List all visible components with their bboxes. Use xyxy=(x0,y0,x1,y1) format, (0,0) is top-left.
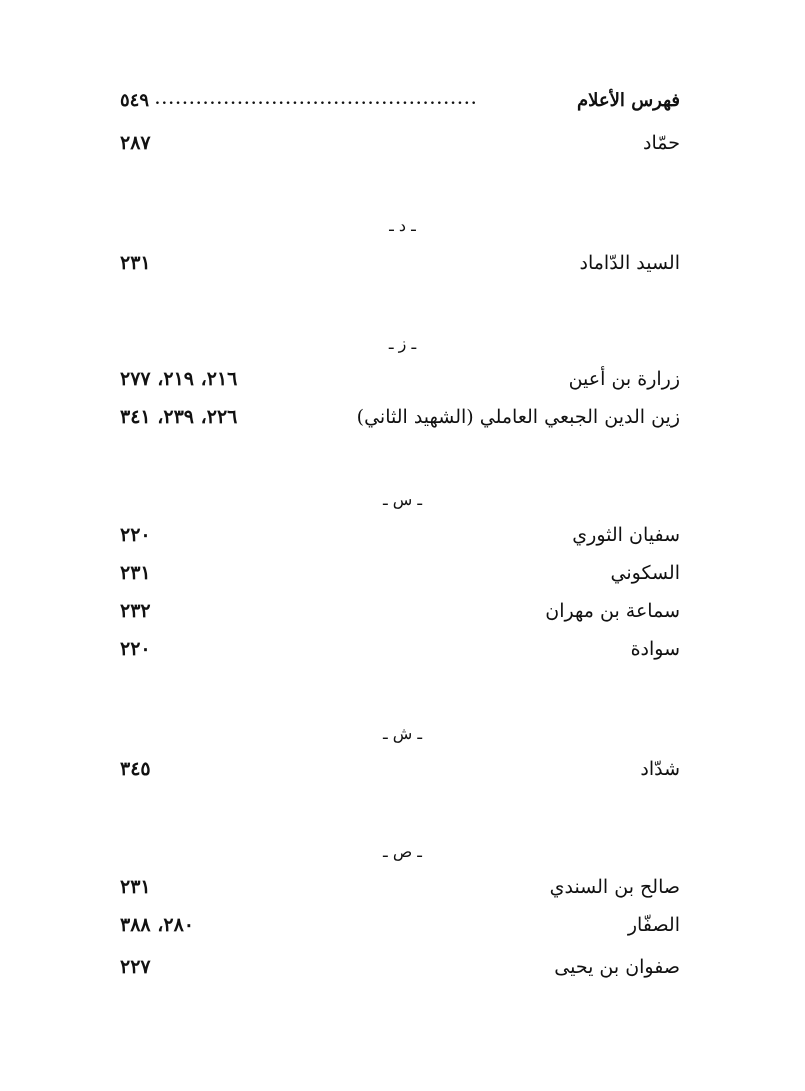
entry-pages: ٢٢٧ xyxy=(120,956,151,978)
entry-pages: ٢٣٢ xyxy=(120,600,151,622)
entry-name: صفوان بن يحيى xyxy=(554,956,680,978)
section-letter-zay: ـ ز ـ xyxy=(388,334,417,353)
index-entry xyxy=(120,368,680,402)
entry-pages: ٢٢٠ xyxy=(120,524,151,546)
entry-pages: ٢٢٠ xyxy=(120,638,151,660)
entry-pages: ٢٨٧ xyxy=(120,132,151,154)
section-letter-sin: ـ س ـ xyxy=(382,490,423,509)
entry-name: سماعة بن مهران xyxy=(545,600,680,622)
entry-name: حمّاد xyxy=(643,132,680,154)
entry-pages: ٢١٦، ٢١٩، ٢٧٧ xyxy=(120,368,238,390)
header-title: فهرس الأعلام xyxy=(577,89,680,111)
entry-pages: ٢٢٦، ٢٣٩، ٣٤١ xyxy=(120,406,238,428)
page-number: ٥٤٩ xyxy=(120,89,150,111)
entry-name: السيد الدّاماد xyxy=(579,252,680,274)
running-header xyxy=(120,84,680,116)
entry-name: السكوني xyxy=(610,562,680,584)
index-entry xyxy=(120,638,680,672)
index-entry xyxy=(120,252,680,286)
section-letter-sad: ـ ص ـ xyxy=(383,842,422,861)
entry-name: زين الدين الجبعي العاملي (الشهيد الثاني) xyxy=(356,406,680,428)
index-entry xyxy=(120,600,680,634)
entry-pages: ٣٤٥ xyxy=(120,758,151,780)
entry-pages: ٢٨٠، ٣٨٨ xyxy=(120,914,194,936)
entry-name: الصفّار xyxy=(627,914,680,936)
entry-name: سوادة xyxy=(630,638,680,660)
index-entry xyxy=(120,406,680,440)
section-letter-shin: ـ ش ـ xyxy=(382,724,423,743)
section-letter-dal: ـ د ـ xyxy=(389,216,416,235)
entry-name: شدّاد xyxy=(640,758,680,780)
index-entry xyxy=(120,956,680,990)
entry-name: سفيان الثوري xyxy=(572,524,680,546)
entry-pages: ٢٣١ xyxy=(120,562,151,584)
entry-name: زرارة بن أعين xyxy=(568,368,680,390)
entry-name: صالح بن السندي xyxy=(549,876,680,898)
entry-pages: ٢٣١ xyxy=(120,252,151,274)
index-entry xyxy=(120,758,680,792)
index-entry xyxy=(120,132,680,166)
header-leader-dots: ............................................... xyxy=(155,92,479,108)
index-entry xyxy=(120,876,680,910)
index-entry xyxy=(120,562,680,596)
entry-pages: ٢٣١ xyxy=(120,876,151,898)
index-entry xyxy=(120,914,680,948)
index-entry xyxy=(120,524,680,558)
